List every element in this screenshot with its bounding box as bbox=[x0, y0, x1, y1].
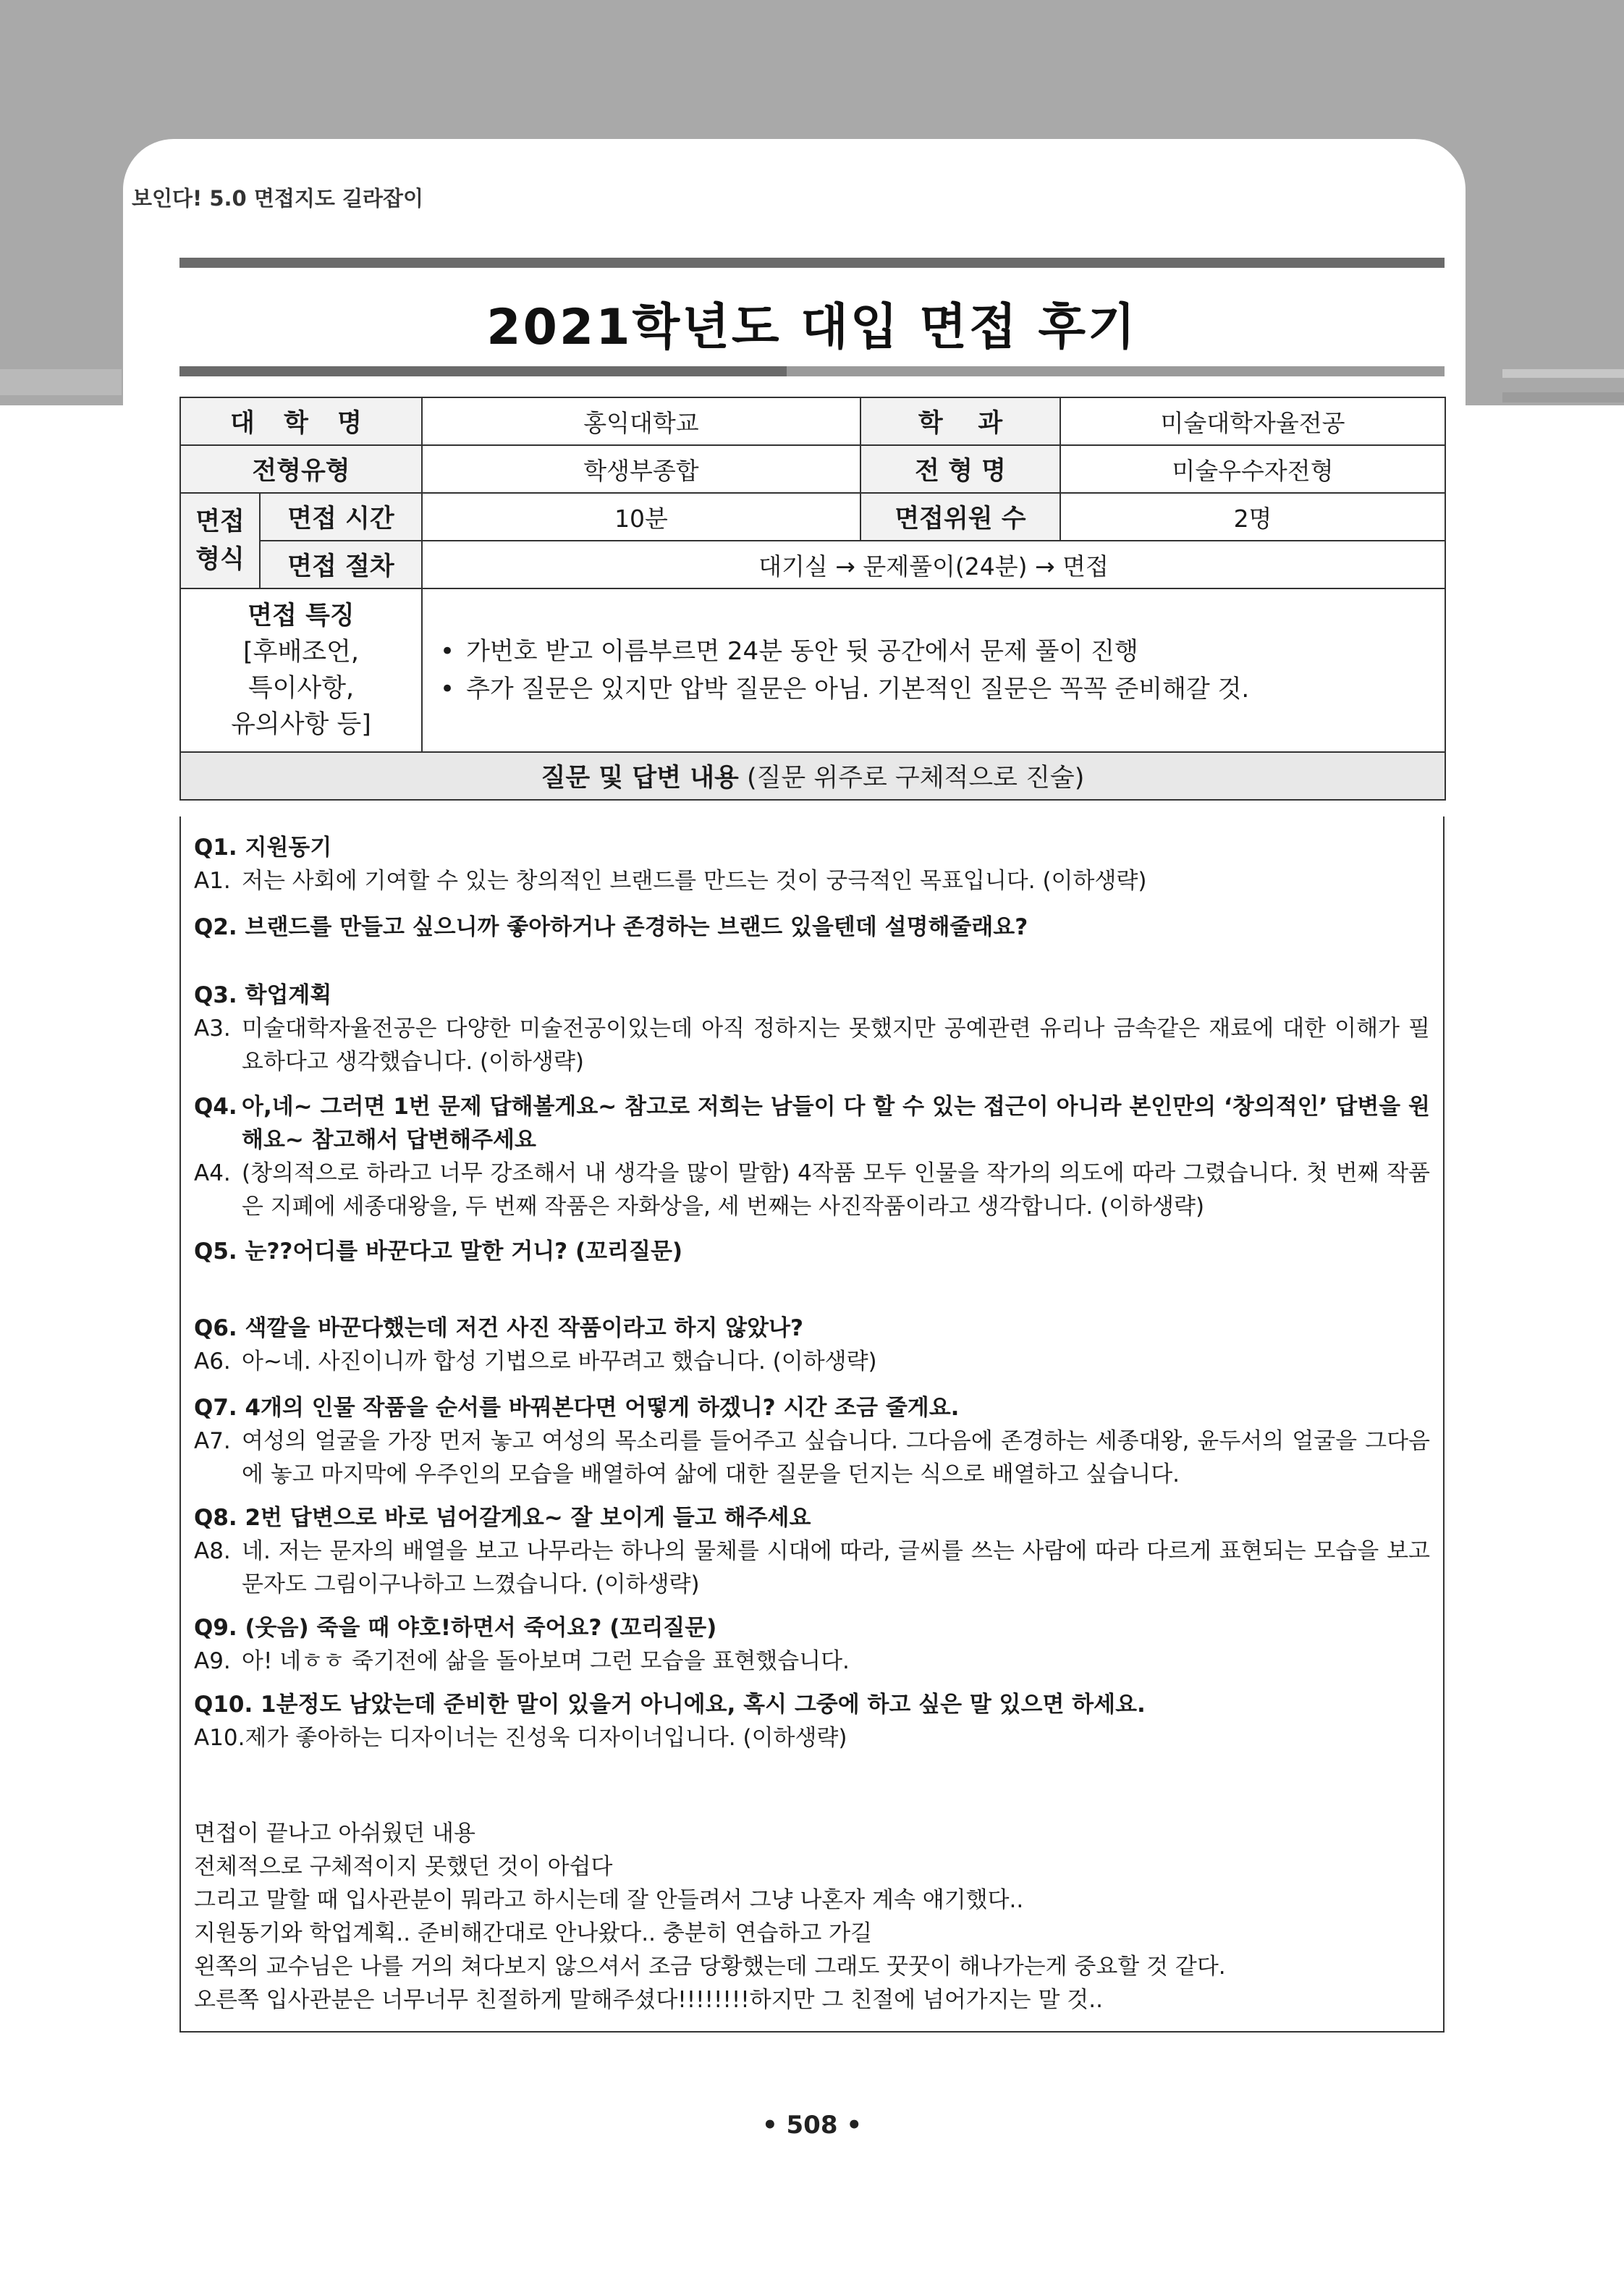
answer bbox=[194, 1157, 1430, 1223]
right-edge-tab bbox=[1502, 392, 1624, 402]
question: Q2. 브랜드를 만들고 싶으니까 좋아하거나 존경하는 브랜드 있을텐데 설명해줄래요? bbox=[194, 914, 1028, 940]
title-rule-top bbox=[179, 258, 1445, 268]
interviewers-label: 면접위원 수 bbox=[860, 493, 1060, 541]
table-row bbox=[180, 493, 1445, 541]
type-label: 전형유형 bbox=[180, 445, 422, 493]
answer-text: (창의적으로 하라고 너무 강조해서 내 생각을 많이 말함) 4작품 모두 인물을 작가의 의도에 따라 그렸습니다. 첫 번째 작품은 지폐에 세종대왕을, 두 번째 작품은 자화상을, 세 번째는 사진작품이라고 생각합니다. (이하생략) bbox=[242, 1160, 1430, 1220]
qa-item bbox=[194, 1235, 1430, 1268]
page-title: 2021학년도 대입 면접 후기 bbox=[486, 299, 1138, 356]
question: Q5. 눈??어디를 바꾼다고 말한 거니? (꼬리질문) bbox=[194, 1238, 683, 1265]
reflection-line: 왼쪽의 교수님은 나를 거의 쳐다보지 않으셔서 조금 당황했는데 그래도 꿋꿋이 해나가는게 중요할 것 같다. bbox=[194, 1954, 1226, 1980]
interviewers-value: 2명 bbox=[1060, 493, 1445, 541]
answer-text: 네. 저는 문자의 배열을 보고 나무라는 하나의 물체를 시대에 따라, 글씨를 쓰는 사람에 따라 다르게 표현되는 모습을 보고 문자도 그림이구나하고 느꼈습니다. (이하생략) bbox=[242, 1538, 1430, 1598]
list-item: • 추가 질문은 있지만 압박 질문은 아님. 기본적인 질문은 꼭꼭 준비해갈 것. bbox=[440, 670, 1445, 708]
reflection-line: 오른쪽 입사관분은 너무너무 친절하게 말해주셨다!!!!!!!!하지만 그 친절에 넘어가지는 말 것.. bbox=[194, 1987, 1103, 2013]
table-row bbox=[180, 588, 1445, 752]
question: Q1. 지원동기 bbox=[194, 835, 332, 861]
answer-label: A8. bbox=[194, 1538, 231, 1564]
reflection-line: 그리고 말할 때 입사관분이 뭐라고 하시는데 잘 안들려서 그냥 나혼자 계속 얘기했다.. bbox=[194, 1887, 1024, 1913]
answer bbox=[194, 864, 1430, 898]
question: Q3. 학업계획 bbox=[194, 982, 332, 1008]
answer-label: A4. bbox=[194, 1160, 231, 1186]
answer bbox=[194, 1425, 1430, 1491]
procedure-label: 면접 절차 bbox=[260, 541, 422, 588]
features-label-line: 특이사항, bbox=[248, 674, 355, 703]
time-value: 10분 bbox=[422, 493, 860, 541]
reflection-line: 전체적으로 구체적이지 못했던 것이 아쉽다 bbox=[194, 1854, 613, 1880]
qa-header-bold: 질문 및 답변 내용 bbox=[541, 764, 739, 793]
features-label-line: 면접 특징 bbox=[248, 602, 355, 630]
list-item: • 가번호 받고 이름부르면 24분 동안 뒷 공간에서 문제 풀이 진행 bbox=[440, 633, 1445, 670]
qa-item bbox=[194, 1312, 1430, 1378]
features-label bbox=[180, 588, 422, 752]
dept-value: 미술대학자율전공 bbox=[1060, 397, 1445, 445]
features-label-line: 유의사항 등] bbox=[231, 710, 371, 739]
answer bbox=[194, 1721, 1430, 1755]
running-header: 보인다! 5.0 면접지도 길라잡이 bbox=[132, 186, 424, 211]
question-text: 아,네~ 그러면 1번 문제 답해볼게요~ 참고로 저희는 남들이 다 할 수 있는 접근이 아니라 본인만의 ‘창의적인’ 답변을 원해요~ 참고해서 답변해주세요 bbox=[242, 1094, 1430, 1153]
procedure-value: 대기실 → 문제풀이(24분) → 면접 bbox=[422, 541, 1445, 588]
left-edge-tab bbox=[0, 369, 122, 395]
answer bbox=[194, 1535, 1430, 1601]
answer-label: A6. bbox=[194, 1349, 231, 1375]
right-edge-tab-light bbox=[1502, 369, 1624, 378]
time-label: 면접 시간 bbox=[260, 493, 422, 541]
reflection-notes bbox=[194, 1817, 1430, 2017]
answer-text: 아~네. 사진이니까 합성 기법으로 바꾸려고 했습니다. (이하생략) bbox=[242, 1349, 877, 1375]
dept-label: 학 과 bbox=[860, 397, 1060, 445]
answer-label: A10. bbox=[194, 1725, 245, 1751]
question: Q7. 4개의 인물 작품을 순서를 바꿔본다면 어떻게 하겠니? 시간 조금 줄게요. bbox=[194, 1395, 960, 1421]
qa-header-rest: (질문 위주로 구체적으로 진술) bbox=[738, 764, 1085, 793]
answer-label: A3. bbox=[194, 1016, 231, 1042]
answer-text: 아! 네ㅎㅎ 죽기전에 삶을 돌아보며 그런 모습을 표현했습니다. bbox=[242, 1648, 850, 1674]
type-value: 학생부종합 bbox=[422, 445, 860, 493]
qa-item bbox=[194, 979, 1430, 1079]
qa-item bbox=[194, 1501, 1430, 1601]
title-rule-bottom bbox=[179, 366, 1445, 376]
reflection-line: 면접이 끝나고 아쉬웠던 내용 bbox=[194, 1820, 475, 1846]
track-label: 전 형 명 bbox=[860, 445, 1060, 493]
qa-item bbox=[194, 1391, 1430, 1491]
qa-item bbox=[194, 1688, 1430, 1755]
university-label: 대 학 명 bbox=[180, 397, 422, 445]
answer-label: A7. bbox=[194, 1428, 231, 1454]
answer-label: A9. bbox=[194, 1648, 231, 1674]
table-row bbox=[180, 445, 1445, 493]
answer-text: 여성의 얼굴을 가장 먼저 놓고 여성의 목소리를 들어주고 싶습니다. 그다음에 존경하는 세종대왕, 윤두서의 얼굴을 그다음에 놓고 마지막에 우주인의 모습을 배열하여 삶에 대한 질문을 던지는 식으로 배열하고 싶습니다. bbox=[242, 1428, 1430, 1487]
table-row bbox=[180, 752, 1445, 800]
features-body bbox=[422, 588, 1445, 752]
features-label-line: [후배조언, bbox=[242, 638, 360, 667]
answer bbox=[194, 1012, 1430, 1079]
qa-section-header bbox=[180, 752, 1445, 800]
table-row bbox=[180, 541, 1445, 588]
answer-label: A1. bbox=[194, 868, 231, 894]
answer-text: 제가 좋아하는 디자이너는 진성욱 디자이너입니다. (이하생략) bbox=[245, 1725, 847, 1751]
answer-text: 저는 사회에 기여할 수 있는 창의적인 브랜드를 만드는 것이 궁극적인 목표입니다. (이하생략) bbox=[242, 868, 1147, 894]
interview-info-table bbox=[179, 397, 1446, 801]
question: Q10. 1분정도 남았는데 준비한 말이 있을거 아니에요, 혹시 그중에 하고 싶은 말 있으면 하세요. bbox=[194, 1692, 1146, 1718]
qa-item bbox=[194, 1611, 1430, 1678]
format-label: 면접 형식 bbox=[180, 493, 260, 588]
features-list bbox=[440, 633, 1445, 708]
reflection-line: 지원동기와 학업계획.. 준비해간대로 안나왔다.. 충분히 연습하고 가길 bbox=[194, 1920, 873, 1946]
page-number: • 508 • bbox=[761, 2111, 863, 2140]
question bbox=[194, 1090, 1430, 1157]
question: Q8. 2번 답변으로 바로 넘어갈게요~ 잘 보이게 들고 해주세요 bbox=[194, 1505, 811, 1531]
answer bbox=[194, 1345, 1430, 1378]
qa-item bbox=[194, 831, 1430, 898]
university-value: 홍익대학교 bbox=[422, 397, 860, 445]
question: Q6. 색깔을 바꾼다했는데 저건 사진 작품이라고 하지 않았나? bbox=[194, 1315, 803, 1341]
qa-item bbox=[194, 1090, 1430, 1223]
table-row bbox=[180, 397, 1445, 445]
answer-text: 미술대학자율전공은 다양한 미술전공이있는데 아직 정하지는 못했지만 공예관련 유리나 금속같은 재료에 대한 이해가 필요하다고 생각했습니다. (이하생략) bbox=[242, 1016, 1430, 1075]
answer bbox=[194, 1645, 1430, 1678]
question-label: Q4. bbox=[194, 1094, 237, 1120]
qa-item bbox=[194, 911, 1430, 944]
question: Q9. (웃음) 죽을 때 야호!하면서 죽어요? (꼬리질문) bbox=[194, 1615, 717, 1641]
track-value: 미술우수자전형 bbox=[1060, 445, 1445, 493]
